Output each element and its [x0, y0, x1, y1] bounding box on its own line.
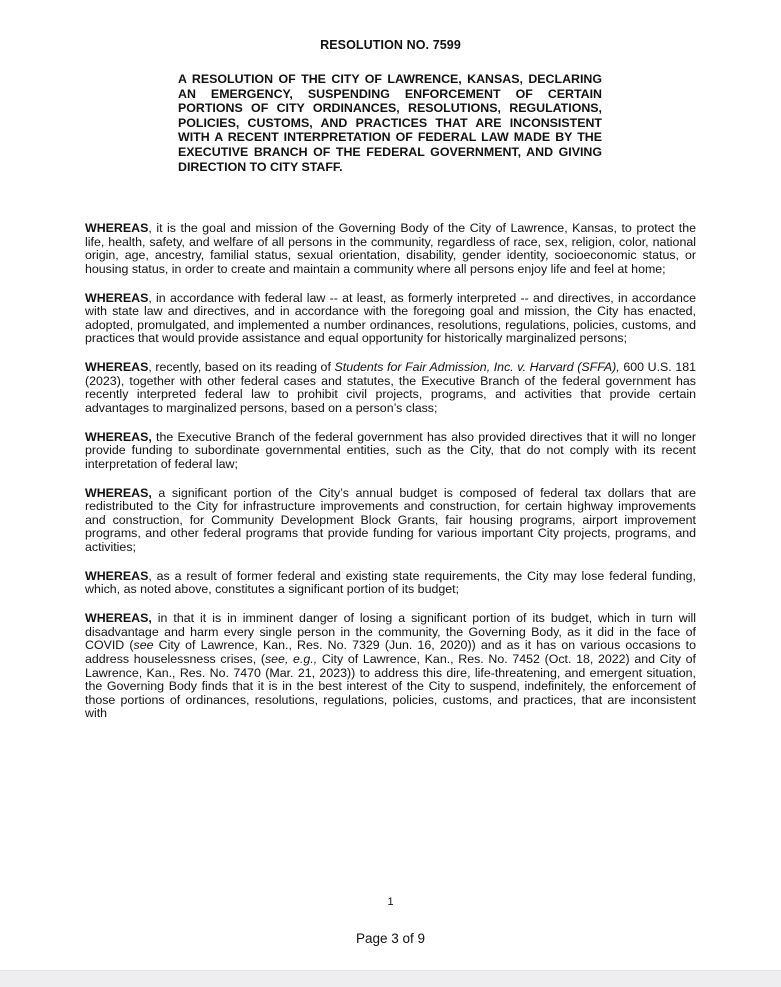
clause-text: 600 U.S. 181 (2023), together with other federal cases and statutes, the Executive Branch of the federal government has recently interpreted federal law to prohibit civil projects, programs, and activities that provide certain advantages to marginalized persons, based on a person’s class; — [85, 360, 696, 415]
signal-see: see — [133, 638, 154, 653]
whereas-clause — [85, 487, 696, 555]
clause-text: , in accordance with federal law -- at least, as formerly interpreted -- and directives, in accordance with state law and directives, and in accordance with the foregoing goal and mission, the City has enacted, adopted, promulgated, and implemented a number ordinances, resolutions, regulations, policies, customs, and practices that would provide assistance and equal opportunity for historically marginalized persons; — [85, 290, 696, 346]
clause-text: , as a result of former federal and existing state requirements, the City may lose federal funding, which, as noted above, constitutes a significant portion of its budget; — [85, 568, 696, 597]
whereas-clause — [85, 612, 696, 721]
clause-text: City of Lawrence, Kan., Res. No. 7452 (Oct. 18, 2022) and City of Lawrence, Kan., Res. No. 7470 (Mar. 21, 2023)) to address this dire, life-threatening, and emergent situation, the Governing Body finds that it is in the best interest of the City to suspend, indefinitely, the enforcement of those portions of ordinances, resolutions, regulations, policies, customs, and practices, that are inconsistent with — [85, 651, 696, 721]
whereas-clause — [85, 361, 696, 415]
clause-text: a significant portion of the City’s annual budget is composed of federal tax dollars that are redistributed to the City for infrastructure improvements and construction, for certain highway improvements and construction, for Community Development Block Grants, fair housing programs, airport improvement programs, and other federal programs that provide funding for various important City projects, programs, and activities; — [85, 485, 696, 555]
clause-text: , recently, based on its reading of — [148, 360, 335, 375]
resolution-body — [85, 222, 696, 721]
whereas-label: WHEREAS, — [85, 429, 152, 444]
whereas-label: WHEREAS — [85, 568, 149, 583]
whereas-clause — [85, 292, 696, 346]
clause-text: the Executive Branch of the federal government has also provided directives that it will no longer provide funding to subordinate governmental entities, such as the City, that do not comply with its recent interpretation of federal law; — [85, 429, 696, 471]
whereas-clause — [85, 570, 696, 597]
clause-text: City of Lawrence, Kan., Res. No. 7329 (Jun. 16, 2020)) and as it has on various occasions to address houselessness crises, ( — [85, 638, 696, 666]
whereas-label: WHEREAS — [85, 221, 149, 235]
resolution-number: RESOLUTION NO. 7599 — [320, 38, 461, 52]
whereas-clause — [85, 222, 696, 276]
page-indicator: Page 3 of 9 — [355, 931, 426, 946]
signal-see-eg: see, e.g., — [264, 651, 318, 666]
case-citation: Students for Fair Admission, Inc. v. Harvard (SFFA), — [334, 360, 620, 375]
resolution-title: A RESOLUTION OF THE CITY OF LAWRENCE, KANSAS, DECLARING AN EMERGENCY, SUSPENDING ENFORCEMENT OF CERTAIN PORTIONS OF CITY ORDINANCES, RESOLUTIONS, REGULATIONS, POLICIES, CUSTOMS, AND PRACTICES THAT ARE INCONSISTENT WITH A RECENT INTERPRETATION OF FEDERAL LAW MADE BY THE EXECUTIVE BRANCH OF THE FEDERAL GOVERNMENT, AND GIVING DIRECTION TO CITY STAFF. — [178, 72, 602, 174]
clause-text: in that it is in imminent danger of losing a significant portion of its budget, which in turn will disadvantage and harm every single person in the community, the Governing Body, as it did in the face of COVID ( — [85, 611, 696, 653]
whereas-label: WHEREAS, — [85, 611, 152, 626]
viewer-bottom-bar — [0, 970, 781, 987]
whereas-label: WHEREAS, — [85, 485, 152, 500]
whereas-label: WHEREAS — [85, 290, 149, 305]
footnote-number: 1 — [387, 896, 394, 908]
whereas-clause — [85, 431, 696, 472]
whereas-label: WHEREAS — [85, 360, 149, 375]
clause-text: , it is the goal and mission of the Governing Body of the City of Lawrence, Kansas, to protect the life, health, safety, and welfare of all persons in the community, regardless of race, sex, religion, color, national origin, age, ancestry, familial status, sexual orientation, disability, gender identity, socioeconomic status, or housing status, in order to create and maintain a community where all persons enjoy life and feel at home; — [85, 221, 696, 276]
